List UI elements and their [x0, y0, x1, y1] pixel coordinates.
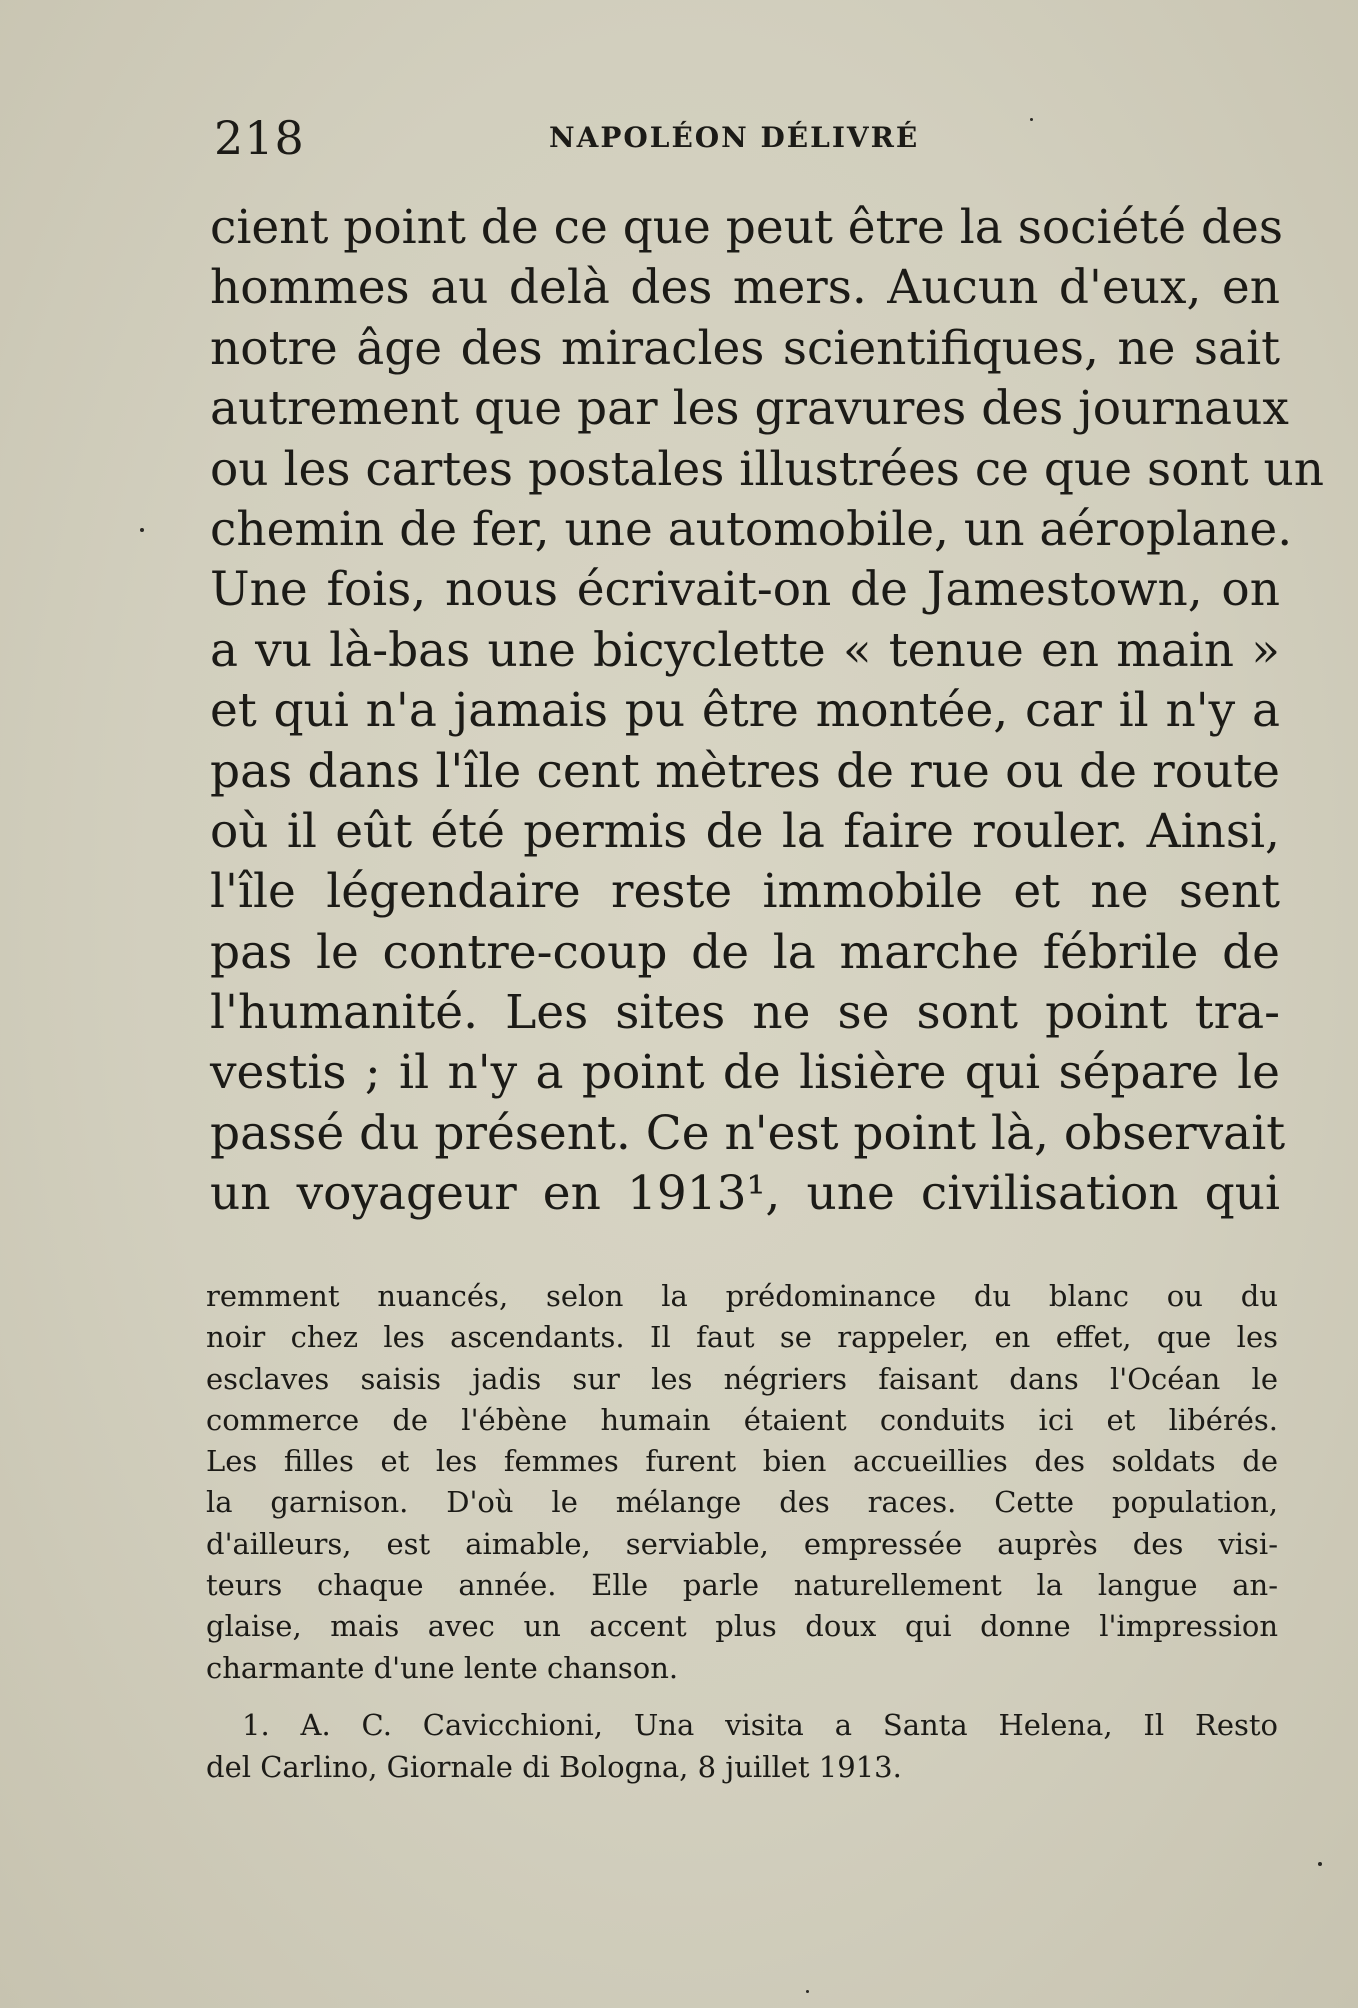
text-line: l'île légendaire reste immobile et ne sent — [210, 864, 1280, 920]
main-text — [210, 198, 1325, 1225]
footnote-line: glaise, mais avec un accent plus doux qui donne l'impression — [206, 1609, 1278, 1644]
page-header — [214, 108, 1274, 168]
paper-speck — [806, 1990, 809, 1993]
text-line: ou les cartes postales illustrées ce que sont un — [210, 441, 1325, 497]
footnote-line: d'ailleurs, est aimable, serviable, empressée auprès des visi- — [206, 1526, 1278, 1561]
footnote-line: charmante d'une lente chanson. — [206, 1650, 679, 1685]
paper-speck — [140, 528, 144, 532]
text-line: autrement que par les gravures des journaux — [210, 381, 1289, 437]
footnote-line: esclaves saisis jadis sur les négriers faisant dans l'Océan le — [206, 1361, 1278, 1396]
running-title: NAPOLÉON DÉLIVRÉ — [549, 121, 920, 154]
text-line: hommes au delà des mers. Aucun d'eux, en — [210, 260, 1280, 316]
text-line: passé du présent. Ce n'est point là, observait — [210, 1105, 1286, 1161]
text-line: pas le contre-coup de la marche fébrile de — [210, 924, 1280, 980]
paper-speck — [1318, 1862, 1322, 1866]
text-line: notre âge des miracles scientifiques, ne sait — [210, 320, 1280, 376]
text-line: où il eût été permis de la faire rouler. Ainsi, — [210, 803, 1280, 859]
text-line: un voyageur en 1913¹, une civilisation qui — [210, 1166, 1280, 1222]
footnote-1-line: 1. A. C. Cavicchioni, Una visita a Santa Helena, Il Resto — [242, 1708, 1278, 1742]
text-line: chemin de fer, une automobile, un aéroplane. — [210, 501, 1293, 557]
text-line: l'humanité. Les sites ne se sont point tra- — [210, 985, 1280, 1041]
text-line: vestis ; il n'y a point de lisière qui sépare le — [210, 1045, 1280, 1101]
footnote-line: teurs chaque année. Elle parle naturellement la langue an- — [206, 1568, 1278, 1603]
footnote-line: Les filles et les femmes furent bien accueillies des soldats de — [206, 1444, 1278, 1479]
footnote-line: remment nuancés, selon la prédominance du blanc ou du — [206, 1279, 1278, 1313]
footnote-continuation — [206, 1276, 1278, 1689]
paper-speck — [1030, 118, 1033, 121]
text-line: Une fois, nous écrivait-on de Jamestown, on — [210, 562, 1280, 618]
footnote-line: commerce de l'ébène humain étaient conduits ici et libérés. — [206, 1402, 1278, 1437]
footnote-line: la garnison. D'où le mélange des races. Cette population, — [206, 1485, 1278, 1520]
footnote-1-line: del Carlino, Giornale di Bologna, 8 juillet 1913. — [206, 1750, 902, 1784]
text-line: cient point de ce que peut être la société des — [210, 200, 1283, 255]
footnote-line: noir chez les ascendants. Il faut se rappeler, en effet, que les — [206, 1320, 1278, 1355]
text-line: et qui n'a jamais pu être montée, car il n'y a — [210, 683, 1280, 739]
text-line: pas dans l'île cent mètres de rue ou de route — [210, 743, 1280, 799]
footnote-1 — [206, 1704, 1278, 1788]
page-number: 218 — [214, 111, 305, 165]
text-line: a vu là-bas une bicyclette « tenue en main » — [210, 622, 1280, 678]
